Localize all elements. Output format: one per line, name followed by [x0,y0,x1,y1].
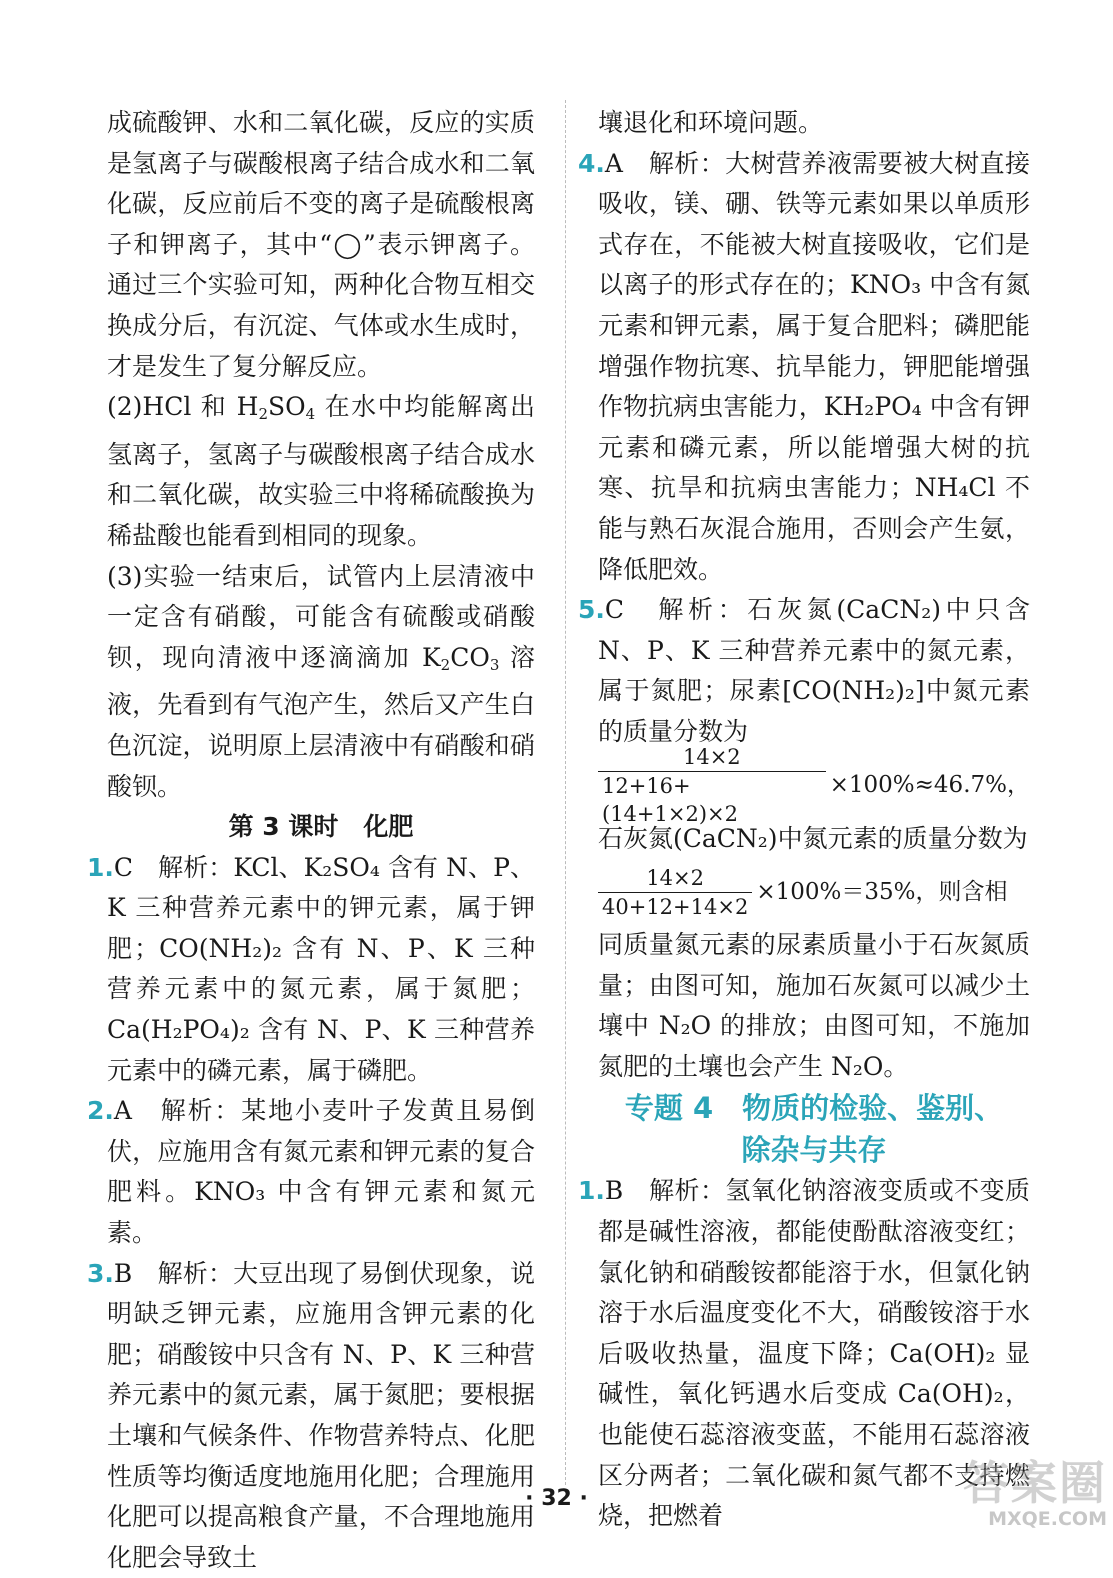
paragraph: (2)HCl 和 $H_2SO_4$ 在水中均能解离出氢离子，氢离子与碳酸根离子结合成水和二氧化碳，故实验三中将稀硫酸换为稀盐酸也能看到相同的现象。 [107,392,535,550]
answer-item: 3.B 解析：大豆出现了易倒伏现象，说明缺乏钾元素，应施用含钾元素的化肥；硝酸铵中只含有 N、P、K 三种营养元素中的氮元素，属于氮肥；要根据土壤和气候条件、作物营养特点、化肥性质等均衡适度地施用化肥；合理施用化肥可以提高粮食产量，不合理地施用化肥会导致土 [87,1258,535,1572]
answer-number: 4. [578,148,605,178]
answer-number: 1. [87,852,114,882]
equation-fraction-1: $\frac{14\times 2}{12+16+(14+1\times 2)\times 2}$ ×100%≈46.7%， [598,753,1030,819]
equation-fraction-2: $\frac{14\times 2}{40+12+14\times 2}$ ×100%＝35%，则含相 [598,859,1030,925]
paragraph: (3)实验一结束后，试管内上层清液中一定含有硝酸，可能含有硫酸或硝酸钡，现向清液中逐滴滴加 $K_2CO_3$ 溶液，先看到有气泡产生，然后又产生白色沉淀，说明原上层清液中有硝酸和硝酸钡。 [107,561,536,801]
answer-number: 3. [87,1258,114,1288]
answer-number: 2. [87,1096,114,1126]
answer-item: 1.C 解析：KCl、K₂SO₄ 含有 N、P、K 三种营养元素中的钾元素，属于钾肥；CO(NH₂)₂ 含有 N、P、K 三种营养元素中的氮元素，属于氮肥；Ca(H₂PO₄)₂ 含有 N、P、K 三种营养元素中的磷元素，属于磷肥。 [87,852,535,1085]
paragraph: 壤退化和环境问题。 [598,108,824,137]
answer-item: 2.A 解析：某地小麦叶子发黄且易倒伏，应施用含有氮元素和钾元素的复合肥料。KNO₃ 中含有钾元素和氮元素。 [87,1096,535,1248]
paragraph: 同质量氮元素的尿素质量小于石灰氮质量；由图可知，施加石灰氮可以减少土壤中 N₂O 的排放；由图可知，不施加氮肥的土壤也会产生 N₂O。 [598,930,1030,1081]
lesson-title: 第 3 课时 化肥 [228,812,414,842]
fraction: $\frac{14\times 2}{12+16+(14+1\times 2)\times 2}$ [598,743,826,828]
answer-number: 1. [578,1176,605,1206]
answer-number: 5. [578,595,605,625]
watermark-logo: 答案圈 MXQE.COM [963,1456,1107,1530]
right-column [578,103,1030,1537]
left-column [87,103,536,1578]
topic-title: 专题 4 物质的检验、鉴别、 除杂与共存 [624,1091,1004,1168]
answer-item: 4.A 解析：大树营养液需要被大树直接吸收，镁、硼、铁等元素如果以单质形式存在，不能被大树直接吸收，它们是以离子的形式存在的；KNO₃ 中含有氮元素和钾元素，属于复合肥料；磷肥能增强作物抗寒、抗旱能力，钾肥能增强作物抗病虫害能力，KH₂PO₄ 中含有钾元素和磷元素，所以能增强大树的抗寒、抗旱和抗病虫害能力；NH₄Cl 不能与熟石灰混合施用，否则会产生氨，降低肥效。 [578,148,1030,584]
fraction: $\frac{14\times 2}{40+12+14\times 2}$ [598,864,752,921]
paragraph: 石灰氮(CaCN₂)中氮元素的质量分数为 [598,823,1028,853]
answer-item: 5.C 解析：石灰氮(CaCN₂)中只含 N、P、K 三种营养元素中的氮元素，属于氮肥；尿素[CO(NH₂)₂]中氮元素的质量分数为 [578,595,1030,746]
page-number: · 32 · [525,1486,588,1511]
column-divider [565,100,566,1485]
paragraph: 成硫酸钾、水和二氧化碳，反应的实质是氢离子与碳酸根离子结合成水和二氧化碳，反应前后不变的离子是硫酸根离子和钾离子，其中“◯”表示钾离子。通过三个实验可知，两种化合物互相交换成分后，有沉淀、气体或水生成时，才是发生了复分解反应。 [107,108,535,381]
answer-item: 1.B 解析：氢氧化钠溶液变质或不变质都是碱性溶液，都能使酚酞溶液变红；氯化钠和硝酸铵都能溶于水，但氯化钠溶于水后温度变化不大，硝酸铵溶于水后吸收热量，温度下降；Ca(OH)₂ 显碱性，氧化钙遇水后变成 Ca(OH)₂，也能使石蕊溶液变蓝，不能用石蕊溶液区分两者；二氧化碳和氮气都不支持燃烧，把燃着 [578,1176,1030,1531]
